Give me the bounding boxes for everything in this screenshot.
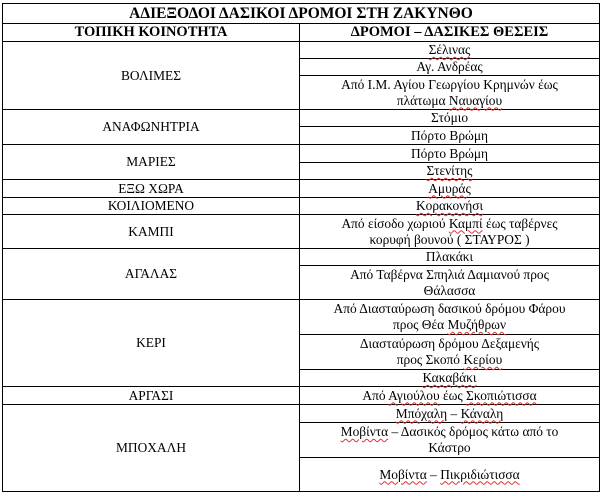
road-cell — [300, 423, 600, 458]
road-line: Θάλασσα — [423, 282, 476, 298]
roads-table — [2, 3, 600, 492]
header-roads: ΔΡΟΜΟΙ – ΔΑΣΙΚΕΣ ΘΕΣΕΙΣ — [300, 24, 600, 42]
table-row — [3, 300, 600, 335]
road-line: Από Ι.Μ. Αγίου Γεωργίου Κρημνών έως — [341, 76, 558, 92]
table-row — [3, 387, 600, 405]
road-line: Πόρτο Βρώμη — [410, 127, 489, 143]
table-row — [3, 145, 600, 163]
community-cell: ΒΟΛΙΜΕΣ — [3, 42, 300, 110]
document-page — [2, 3, 599, 492]
road-cell — [300, 387, 600, 405]
community-cell: ΚΑΜΠΙ — [3, 215, 300, 249]
road-line: προς Θέα Μυζήθρων — [393, 317, 506, 332]
road-cell — [300, 198, 600, 215]
community-cell: ΑΡΓΑΣΙ — [3, 387, 300, 405]
table-row — [3, 180, 600, 198]
title-row — [3, 4, 600, 24]
road-cell — [300, 145, 600, 163]
road-cell — [300, 370, 600, 387]
road-line: Μπόχαλη – Κάναλη — [395, 405, 504, 421]
road-line: Αγ. Ανδρέας — [416, 59, 483, 74]
road-line: προς Σκοπό Κερίου — [396, 352, 503, 367]
road-line: Σέλινας — [428, 42, 471, 57]
road-cell — [300, 215, 600, 249]
road-line: Από είσοδο χωριού Καμπί έως ταβέρνες — [341, 215, 558, 231]
road-line: Από Ταβέρνα Σπηλιά Δαμιανού προς — [350, 266, 549, 282]
table-row — [3, 249, 600, 266]
road-line: Στόμιο — [430, 110, 469, 125]
road-line: πλάτωμα Ναυαγίου — [396, 92, 503, 108]
road-line: Από Αγιούλου έως Σκοπιώτισσα — [362, 387, 537, 403]
road-line: Κακαβάκι — [422, 370, 477, 385]
road-cell — [300, 76, 600, 110]
road-line: Στενίτης — [426, 163, 473, 178]
road-line: Κορακονήσι — [415, 198, 484, 213]
community-cell: ΕΞΩ ΧΩΡΑ — [3, 180, 300, 198]
community-cell: ΚΟΙΛΙΟΜΕΝΟ — [3, 198, 300, 215]
road-line: Πλακάκι — [425, 249, 474, 264]
table-title: ΑΔΙΕΞΟΔΟΙ ΔΑΣΙΚΟΙ ΔΡΟΜΟΙ ΣΤΗ ΖΑΚΥΝΘΟ — [3, 4, 600, 24]
road-line: Μοβίντα – Δασικός δρόμος κάτω από το — [340, 424, 559, 439]
community-cell: ΑΝΑΦΩΝΗΤΡΙΑ — [3, 110, 300, 145]
header-row — [3, 24, 600, 42]
road-cell — [300, 405, 600, 423]
road-line: Από Διασταύρωση δασικού δρόμου Φάρου — [333, 301, 566, 316]
road-line: Μοβίντα – Πικριδιώτισσα — [379, 466, 520, 482]
table-row — [3, 42, 600, 59]
table-row — [3, 110, 600, 127]
road-cell — [300, 300, 600, 335]
road-cell — [300, 249, 600, 266]
community-cell: ΜΑΡΙΕΣ — [3, 145, 300, 180]
road-line: Πόρτο Βρώμη — [410, 145, 489, 161]
road-line: Κάστρο — [428, 440, 471, 455]
table-row — [3, 405, 600, 423]
road-cell — [300, 127, 600, 145]
road-cell — [300, 266, 600, 300]
table-row — [3, 198, 600, 215]
table-row — [3, 215, 600, 249]
road-cell — [300, 163, 600, 180]
header-community: ΤΟΠΙΚΗ ΚΟΙΝΟΤΗΤΑ — [3, 24, 300, 42]
road-cell — [300, 110, 600, 127]
road-cell — [300, 458, 600, 492]
community-cell: ΑΓΑΛΑΣ — [3, 249, 300, 300]
road-cell — [300, 59, 600, 76]
road-cell — [300, 42, 600, 59]
road-cell — [300, 180, 600, 198]
road-line: κορυφή βουνού ( ΣΤΑΥΡΟΣ ) — [369, 231, 530, 247]
road-line: Διασταύρωση δρόμου Δεξαμενής — [359, 336, 540, 351]
community-cell: ΚΕΡΙ — [3, 300, 300, 387]
road-cell — [300, 335, 600, 370]
community-cell: ΜΠΟΧΑΛΗ — [3, 405, 300, 492]
road-line: Αμυράς — [428, 180, 471, 196]
